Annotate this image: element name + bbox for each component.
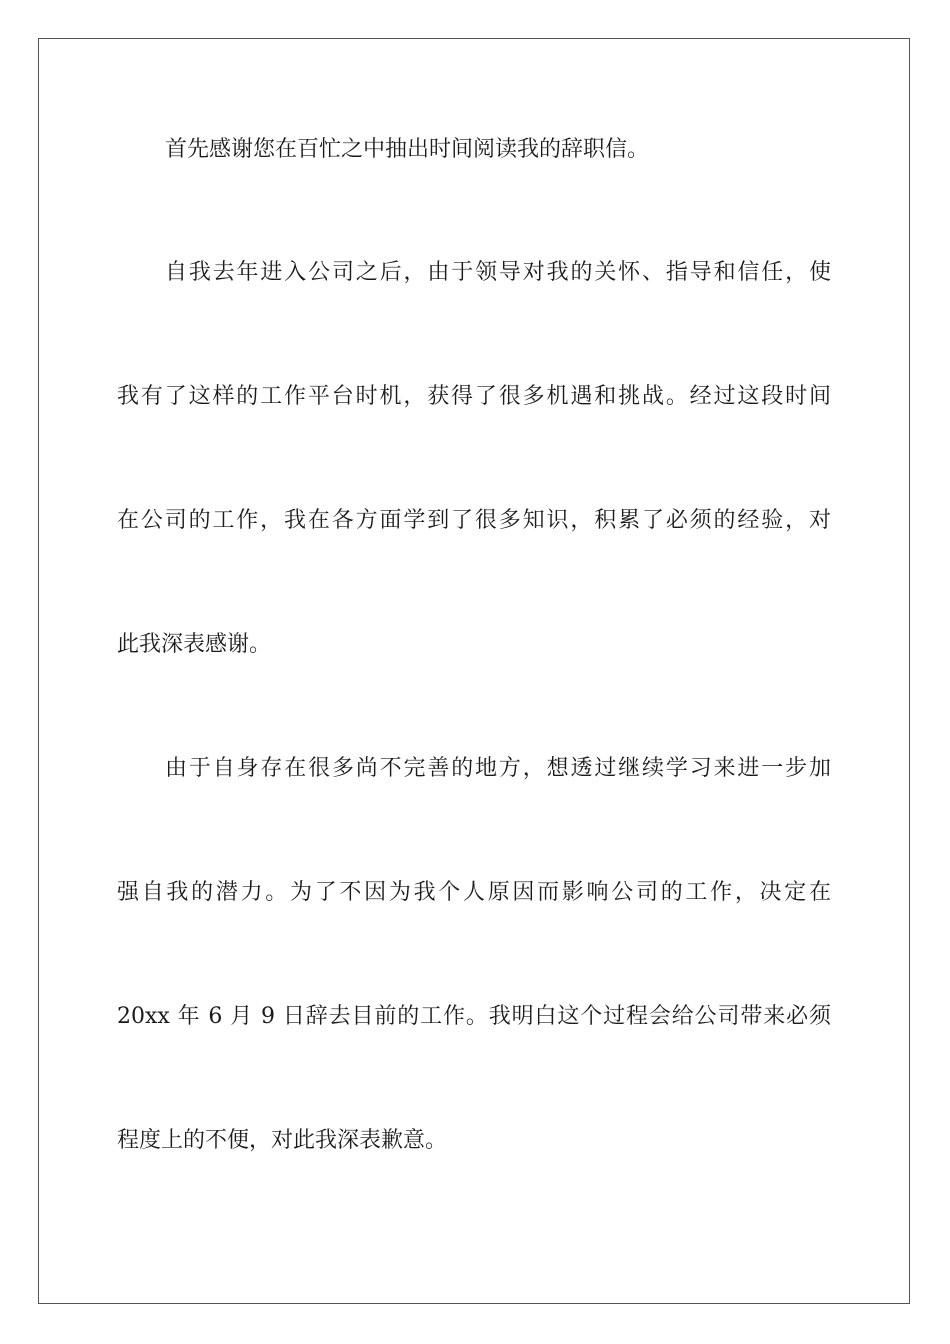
paragraph-1-line-1: 首先感谢您在百忙之中抽出时间阅读我的辞职信。 [165,137,650,162]
paragraph-2-line-1: 自我去年进入公司之后，由于领导对我的关怀、指导和信任，使 [165,260,831,285]
paragraph-3-line-3: 20xx 年 6 月 9 日辞去目前的工作。我明白这个过程会给公司带来必须 [117,1004,831,1029]
paragraph-2-line-3: 在公司的工作，我在各方面学到了很多知识，积累了必须的经验，对 [117,508,831,533]
paragraph-3-line-4: 程度上的不便，对此我深表歉意。 [117,1128,448,1153]
paragraph-3-line-1: 由于自身存在很多尚不完善的地方，想透过继续学习来进一步加 [165,756,831,781]
page-border [38,38,910,1304]
paragraph-2-line-2: 我有了这样的工作平台时机，获得了很多机遇和挑战。经过这段时间 [117,384,831,409]
paragraph-2-line-4: 此我深表感谢。 [117,632,272,657]
paragraph-3-line-2: 强自我的潜力。为了不因为我个人原因而影响公司的工作，决定在 [117,880,831,905]
